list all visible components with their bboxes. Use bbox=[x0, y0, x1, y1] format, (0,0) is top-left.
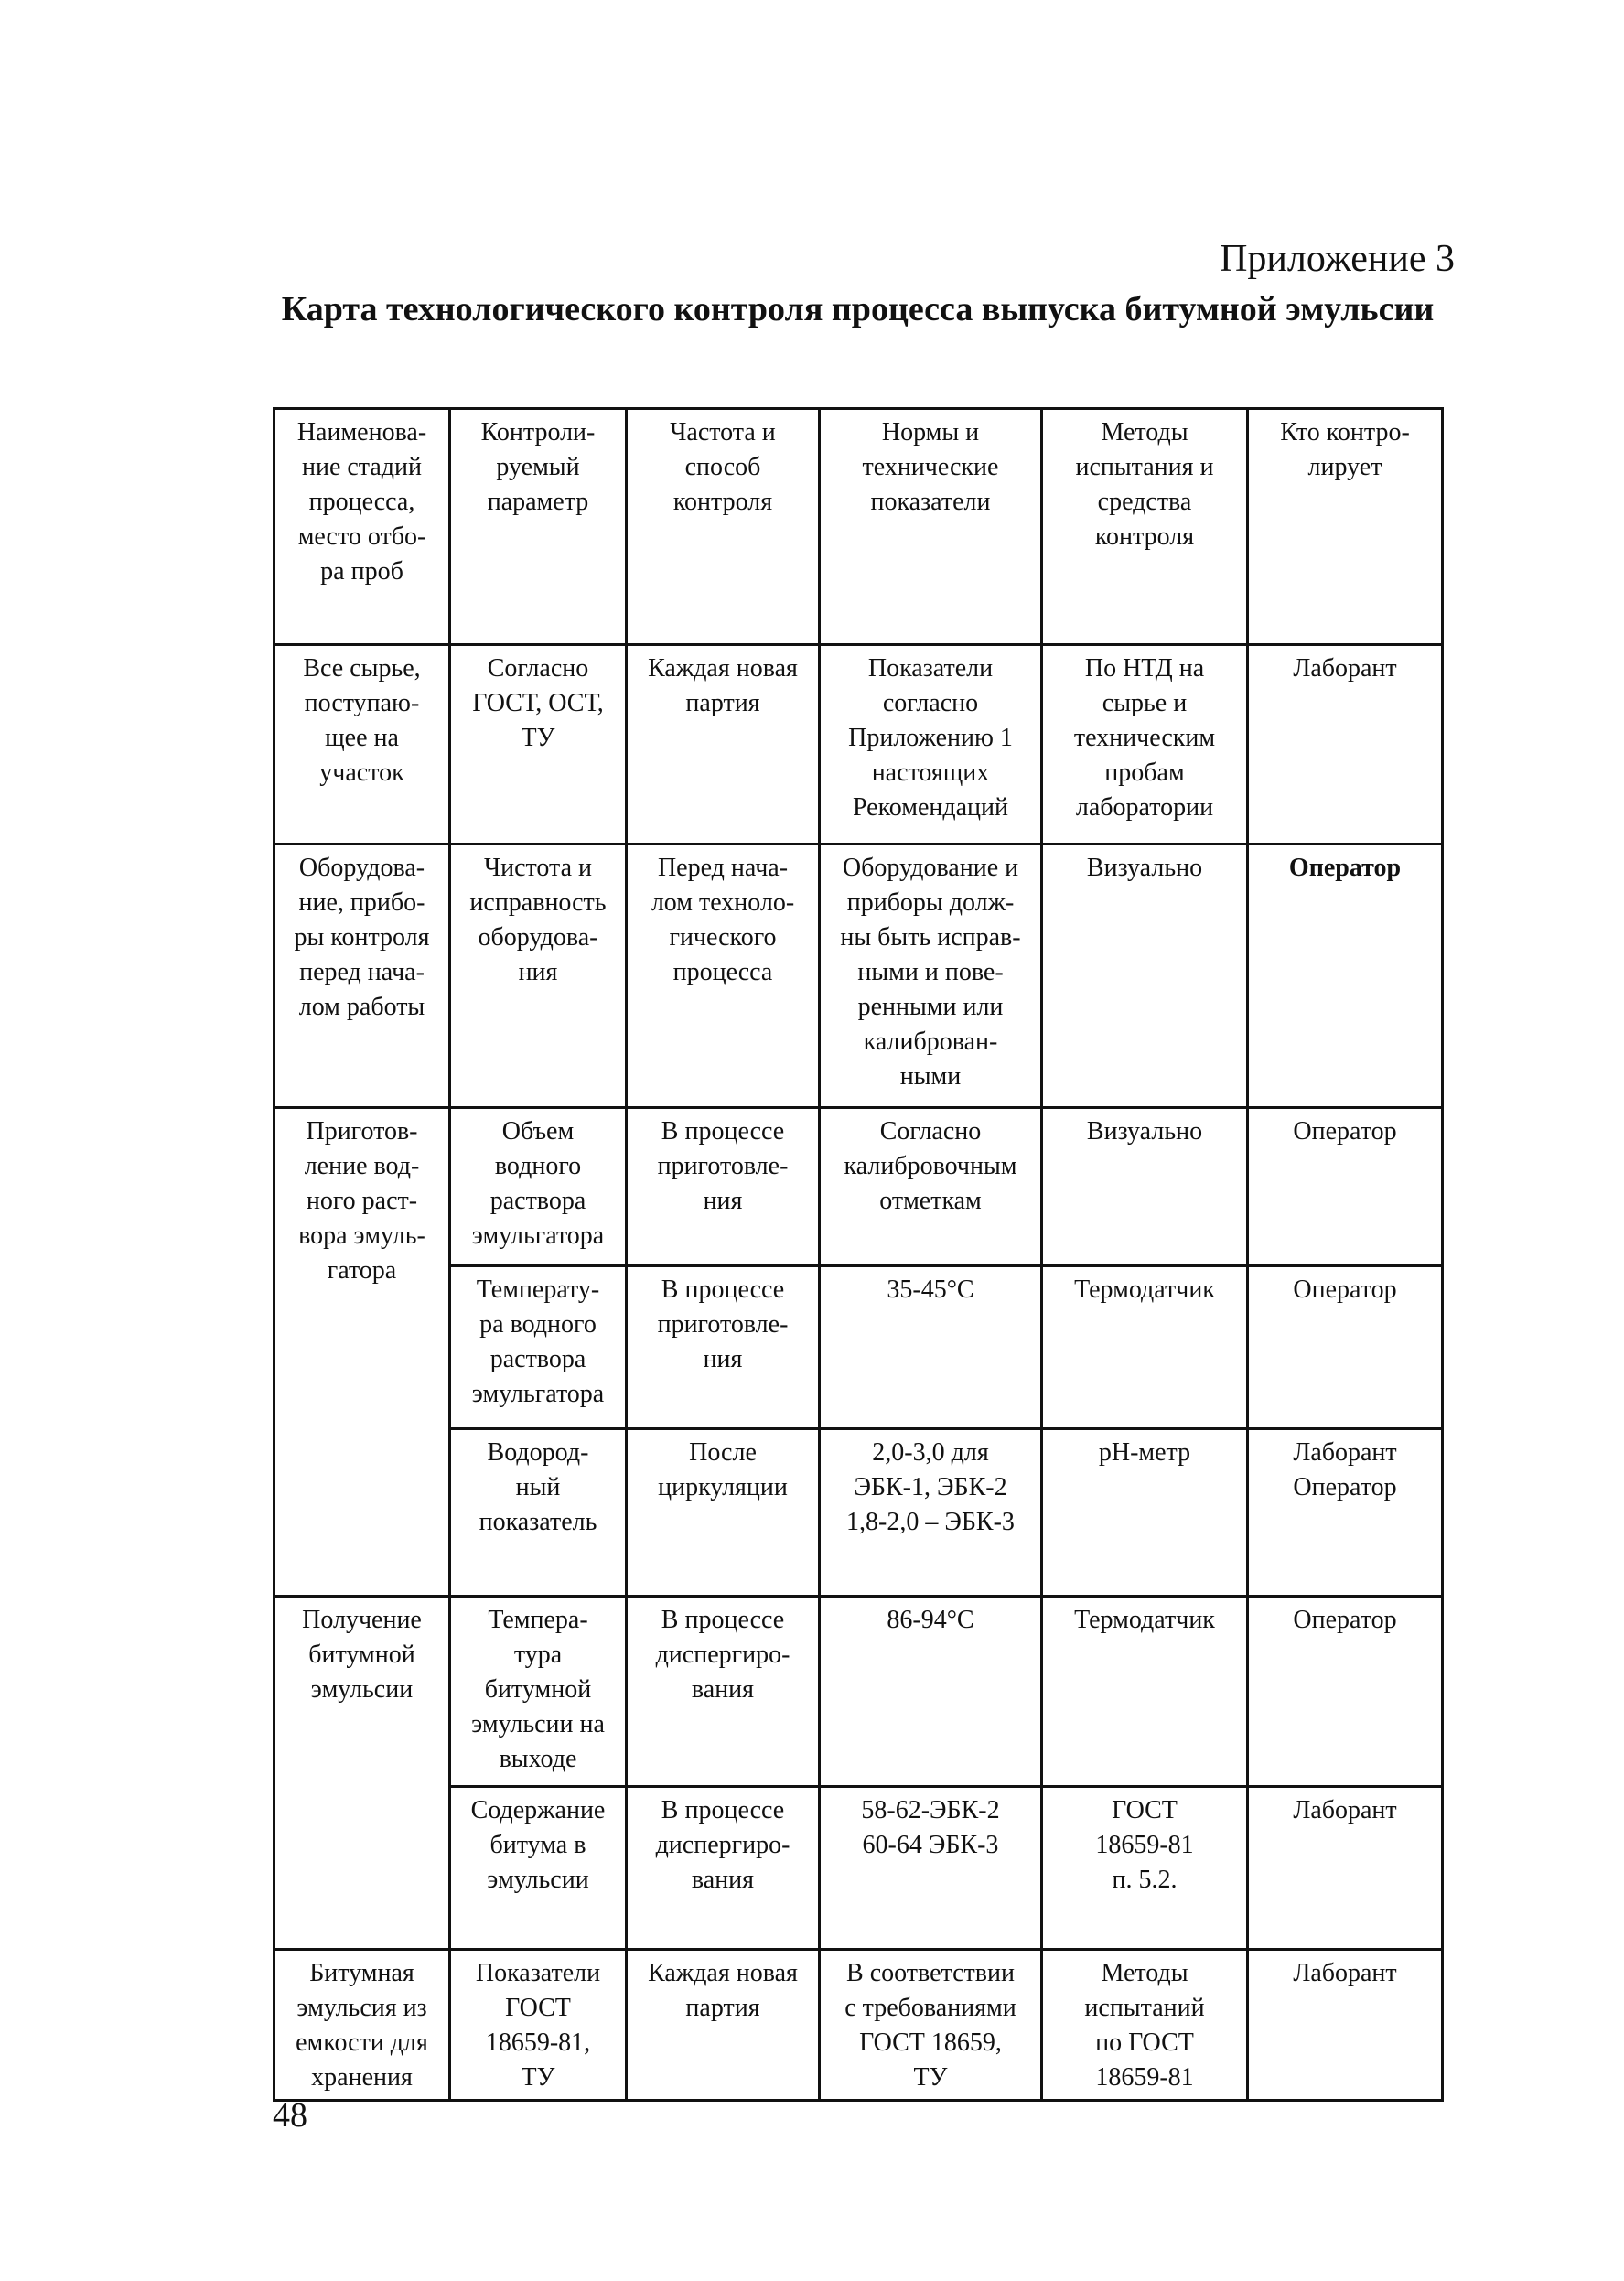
controller-cell: Лаборант bbox=[1248, 1950, 1443, 2101]
norms-cell: Согласно калибровочным отметкам bbox=[820, 1108, 1042, 1266]
norms-cell: 35-45°С bbox=[820, 1266, 1042, 1429]
controller-cell: Оператор bbox=[1248, 1266, 1443, 1429]
methods-cell: Термодатчик bbox=[1042, 1597, 1248, 1787]
controller-cell: Лаборант Оператор bbox=[1248, 1429, 1443, 1597]
frequency-cell: Перед нача- лом техноло- гического процесса bbox=[627, 845, 820, 1108]
stage-cell: Битумная эмульсия из емкости для хранения bbox=[274, 1950, 450, 2101]
stage-cell: Оборудова- ние, прибо- ры контроля перед нача- лом работы bbox=[274, 845, 450, 1108]
controller-cell: Лаборант bbox=[1248, 645, 1443, 845]
table-header-row bbox=[274, 409, 1443, 645]
parameter-cell: Водород- ный показатель bbox=[450, 1429, 627, 1597]
controller-cell: Оператор bbox=[1248, 1108, 1443, 1266]
appendix-label: Приложение 3 bbox=[1220, 238, 1455, 280]
controller-cell: Оператор bbox=[1248, 845, 1443, 1108]
parameter-cell: Температу- ра водного раствора эмульгатора bbox=[450, 1266, 627, 1429]
methods-cell: Методы испытаний по ГОСТ 18659-81 bbox=[1042, 1950, 1248, 2101]
header-cell-parameter: Контроли- руемый параметр bbox=[450, 409, 627, 645]
header-cell-stage: Наименова- ние стадий процесса, место отбо- ра проб bbox=[274, 409, 450, 645]
table-row bbox=[274, 845, 1443, 1108]
parameter-cell: Согласно ГОСТ, ОСТ, ТУ bbox=[450, 645, 627, 845]
document-title: Карта технологического контроля процесса выпуска битумной эмульсии bbox=[281, 290, 1435, 328]
controller-cell: Оператор bbox=[1248, 1597, 1443, 1787]
parameter-cell: Темпера- тура битумной эмульсии на выходе bbox=[450, 1597, 627, 1787]
norms-cell: В соответствии с требованиями ГОСТ 18659, ТУ bbox=[820, 1950, 1042, 2101]
parameter-cell: Содержание битума в эмульсии bbox=[450, 1787, 627, 1950]
table-row bbox=[274, 1950, 1443, 2101]
frequency-cell: Каждая новая партия bbox=[627, 1950, 820, 2101]
parameter-cell: Объем водного раствора эмульгатора bbox=[450, 1108, 627, 1266]
norms-cell: 2,0-3,0 для ЭБК-1, ЭБК-2 1,8-2,0 – ЭБК-3 bbox=[820, 1429, 1042, 1597]
methods-cell: pH-метр bbox=[1042, 1429, 1248, 1597]
frequency-cell: После циркуляции bbox=[627, 1429, 820, 1597]
frequency-cell: В процессе диспергиро- вания bbox=[627, 1597, 820, 1787]
controller-cell: Лаборант bbox=[1248, 1787, 1443, 1950]
table-row bbox=[274, 645, 1443, 845]
table-row bbox=[274, 1266, 1443, 1429]
page-number: 48 bbox=[273, 2096, 307, 2135]
methods-cell: Визуально bbox=[1042, 845, 1248, 1108]
norms-cell: Показатели согласно Приложению 1 настоящих Рекомендаций bbox=[820, 645, 1042, 845]
header-cell-frequency: Частота и способ контроля bbox=[627, 409, 820, 645]
frequency-cell: В процессе приготовле- ния bbox=[627, 1108, 820, 1266]
table-row bbox=[274, 1787, 1443, 1950]
header-cell-controller: Кто контро- лирует bbox=[1248, 409, 1443, 645]
frequency-cell: В процессе приготовле- ния bbox=[627, 1266, 820, 1429]
parameter-cell: Чистота и исправность оборудова- ния bbox=[450, 845, 627, 1108]
norms-cell: Оборудование и приборы долж- ны быть исправ- ными и пове- ренными или калиброван- ными bbox=[820, 845, 1042, 1108]
header-cell-norms: Нормы и технические показатели bbox=[820, 409, 1042, 645]
table-row bbox=[274, 1597, 1443, 1787]
stage-cell: Все сырье, поступаю- щее на участок bbox=[274, 645, 450, 845]
frequency-cell: Каждая новая партия bbox=[627, 645, 820, 845]
norms-cell: 86-94°С bbox=[820, 1597, 1042, 1787]
header-cell-methods: Методы испытания и средства контроля bbox=[1042, 409, 1248, 645]
table-row bbox=[274, 1108, 1443, 1266]
stage-cell: Получение битумной эмульсии bbox=[274, 1597, 450, 1950]
frequency-cell: В процессе диспергиро- вания bbox=[627, 1787, 820, 1950]
methods-cell: Визуально bbox=[1042, 1108, 1248, 1266]
control-map-table bbox=[273, 407, 1444, 2102]
methods-cell: По НТД на сырье и техническим пробам лаборатории bbox=[1042, 645, 1248, 845]
parameter-cell: Показатели ГОСТ 18659-81, ТУ bbox=[450, 1950, 627, 2101]
methods-cell: Термодатчик bbox=[1042, 1266, 1248, 1429]
methods-cell: ГОСТ 18659-81 п. 5.2. bbox=[1042, 1787, 1248, 1950]
norms-cell: 58-62-ЭБК-2 60-64 ЭБК-3 bbox=[820, 1787, 1042, 1950]
table-row bbox=[274, 1429, 1443, 1597]
stage-cell: Приготов- ление вод- ного раст- вора эмуль- гатора bbox=[274, 1108, 450, 1597]
